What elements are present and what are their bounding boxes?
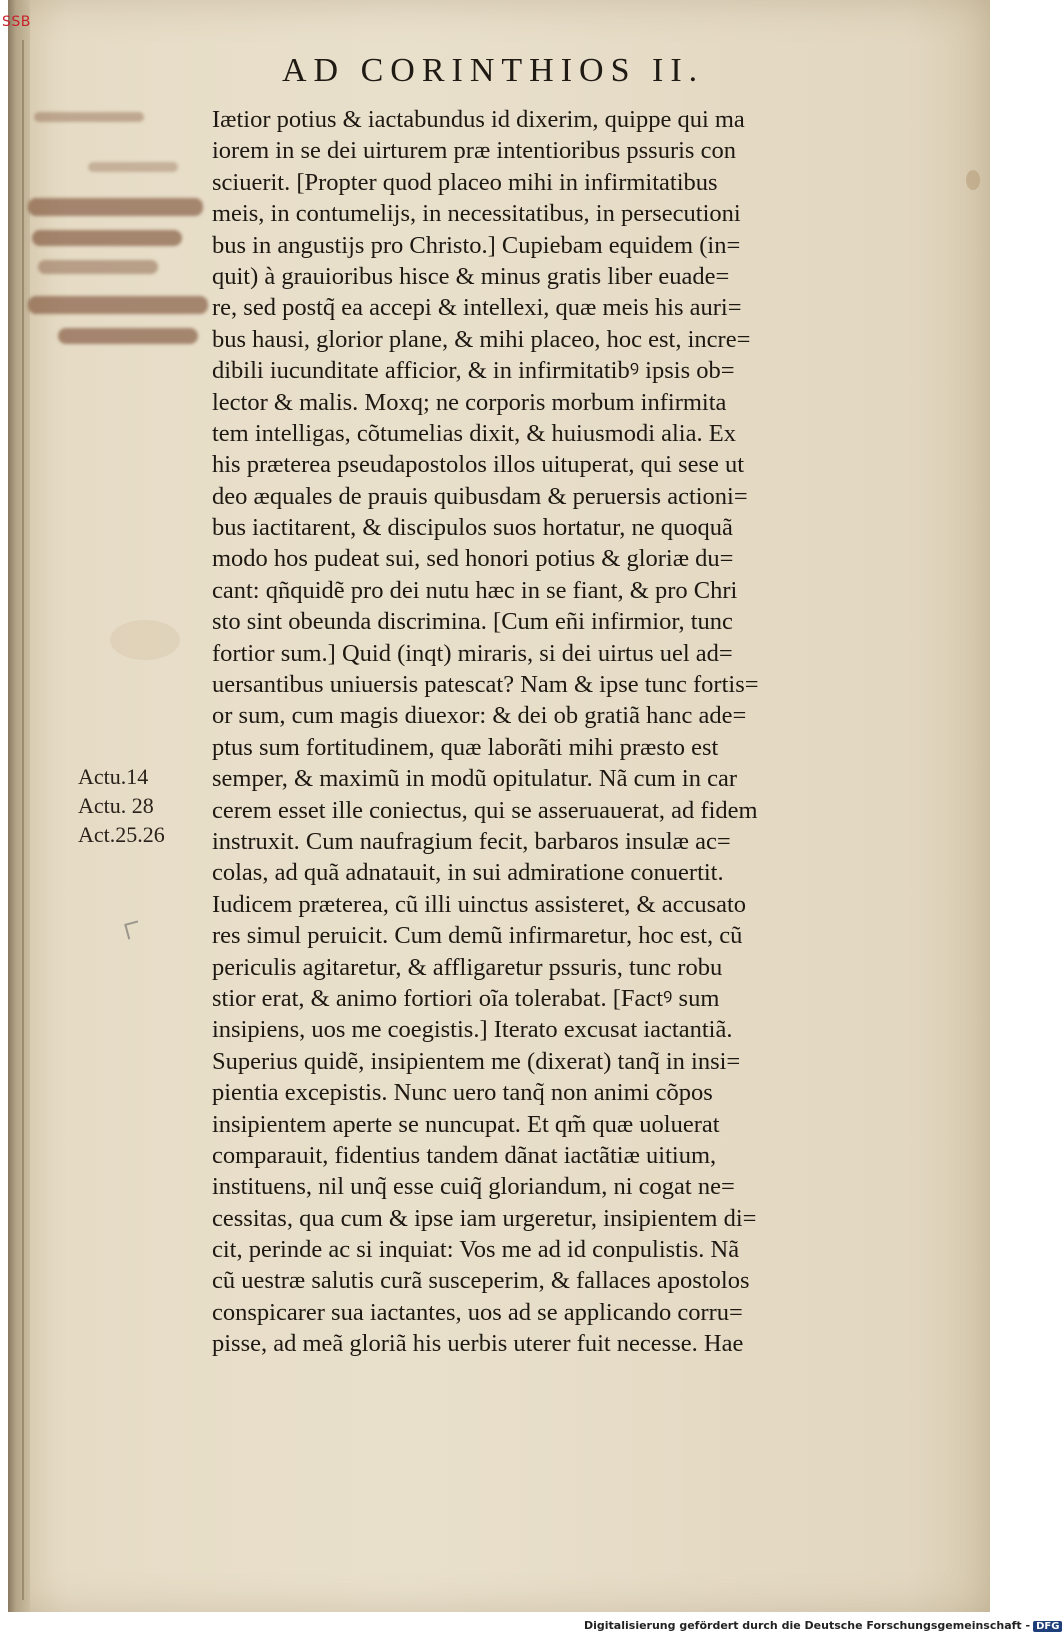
text-line: cerem esset ille coniectus, qui se asseruauerat, ad fidem xyxy=(212,796,758,824)
margin-reference: Actu. 28 xyxy=(78,793,154,818)
text-line: periculis agitaretur, & affligaretur pssuris, tunc robu xyxy=(212,953,723,981)
margin-reference: Act.25.26 xyxy=(78,822,165,847)
digitization-credit xyxy=(584,1619,1062,1632)
text-line: comparauit, fidentius tandem dãnat iactãtiæ uitium, xyxy=(212,1141,717,1169)
marginal-references xyxy=(78,762,165,849)
text-line: or sum, cum magis diuexor: & dei ob gratiã hanc ade= xyxy=(212,702,747,730)
text-line: deo æquales de prauis quibusdam & peruersis actioni= xyxy=(212,482,748,510)
paper-stain xyxy=(966,170,980,190)
text-line: tem intelligas, cõtumelias dixit, & huiusmodi alia. Ex xyxy=(212,419,736,447)
text-line: Iætior potius & iactabundus id dixerim, quippe qui ma xyxy=(212,106,745,133)
text-line: bus hausi, glorior plane, & mihi placeo, hoc est, incre= xyxy=(212,325,751,353)
margin-reference: Actu.14 xyxy=(78,764,149,789)
text-line: cessitas, qua cum & ipse iam urgeretur, insipientem di= xyxy=(212,1204,757,1232)
text-line: uersantibus uniuersis patescat? Nam & ipse tunc fortis= xyxy=(212,671,759,699)
marginalia-stroke xyxy=(28,296,208,314)
text-line: lector & malis. Moxq; ne corporis morbum infirmita xyxy=(212,388,727,416)
library-stamp: SSB xyxy=(2,14,31,30)
credit-text: Digitalisierung gefördert durch die Deutsche Forschungsgemeinschaft - xyxy=(584,1619,1031,1632)
text-line: Iudicem præterea, cũ illi uinctus assisteret, & accusato xyxy=(212,890,747,918)
marginalia-stroke xyxy=(38,260,158,274)
handwritten-marginalia xyxy=(28,100,213,370)
text-line: bus in angustijs pro Christo.] Cupiebam equidem (in= xyxy=(212,231,741,259)
text-line: Superius quidẽ, insipientem me (dixerat) tanq̃ in insi= xyxy=(212,1047,741,1075)
gutter-fold-line xyxy=(22,40,24,1600)
text-line: quit) à grauioribus hisce & minus gratis liber euade= xyxy=(212,262,730,290)
marginalia-stroke xyxy=(58,328,198,344)
text-line: sciuerit. [Propter quod placeo mihi in infirmitatibus xyxy=(212,168,718,196)
text-line: pientia excepistis. Nunc uero tanq̃ non animi cõpos xyxy=(212,1079,713,1107)
text-line: modo hos pudeat sui, sed honori potius & gloriæ du= xyxy=(212,545,734,573)
text-line: dibili iucunditate afficior, & in infirmitatibꝰ ipsis ob= xyxy=(212,357,735,385)
marginalia-stroke xyxy=(32,230,182,246)
text-line: instituens, nil unq̃ esse cuiq̃ gloriandum, ni cogat ne= xyxy=(212,1173,735,1201)
text-line: insipiens, uos me coegistis.] Iterato excusat iactantiã. xyxy=(212,1016,733,1044)
text-line: res simul peruicit. Cum demũ infirmaretur, hoc est, cũ xyxy=(212,922,743,950)
text-line: instruxit. Cum naufragium fecit, barbaros insulæ ac= xyxy=(212,827,731,855)
text-line: sto sint obeunda discrimina. [Cum eñi infirmior, tunc xyxy=(212,608,733,636)
text-line: cũ uestræ salutis curã susceperim, & fallaces apostolos xyxy=(212,1267,750,1295)
text-line: meis, in contumelijs, in necessitatibus, in persecutioni xyxy=(212,200,741,228)
marginalia-stroke xyxy=(34,112,144,122)
text-line: bus iactitarent, & discipulos suos hortatur, ne quoquã xyxy=(212,514,733,542)
text-line: pisse, ad meã gloriã his uerbis uterer fuit necesse. Hae xyxy=(212,1330,744,1358)
marginalia-stroke xyxy=(88,162,178,172)
text-line: stior erat, & animo fortiori oĩa tolerabat. [Factꝰ sum xyxy=(212,984,720,1012)
text-line: colas, ad quã adnatauit, in sui admiratione conuertit. xyxy=(212,859,724,887)
body-text xyxy=(212,104,912,1360)
text-line: re, sed postq̃ ea accepi & intellexi, quæ meis his auri= xyxy=(212,294,742,322)
text-line: his præterea pseudapostolos illos uituperat, qui sese ut xyxy=(212,451,745,479)
dfg-logo: DFG xyxy=(1033,1621,1062,1632)
binding-gutter xyxy=(8,0,30,1615)
text-line: cit, perinde ac si inquiat: Vos me ad id conpulistis. Nã xyxy=(212,1236,740,1264)
paper-stain xyxy=(110,620,180,660)
text-line: ptus sum fortitudinem, quæ laborãti mihi præsto est xyxy=(212,733,719,761)
marginalia-stroke xyxy=(28,198,203,216)
text-line: insipientem aperte se nuncupat. Et qm̃ quæ uoluerat xyxy=(212,1110,720,1138)
text-line: fortior sum.] Quid (inqt) miraris, si dei uirtus uel ad= xyxy=(212,639,733,667)
text-line: semper, & maximũ in modũ opitulatur. Nã cum in car xyxy=(212,765,737,793)
text-line: iorem in se dei uirturem præ intentioribus pssuris con xyxy=(212,137,736,165)
text-line: conspicarer sua iactantes, uos ad se applicando corru= xyxy=(212,1298,743,1326)
text-line: cant: qñquidẽ pro dei nutu hæc in se fiant, & pro Chri xyxy=(212,576,738,604)
running-header: AD CORINTHIOS II. xyxy=(282,52,705,89)
